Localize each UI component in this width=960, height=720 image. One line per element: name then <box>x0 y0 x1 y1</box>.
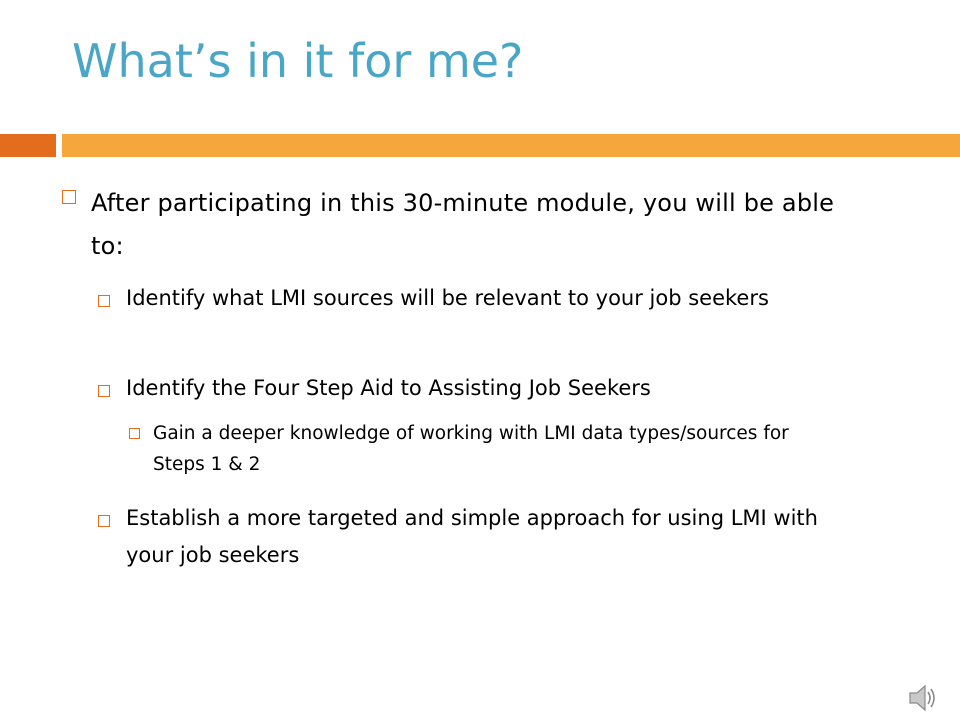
bullet-item3-text: Establish a more targeted and simple approach for using LMI with your job seekers <box>126 506 818 567</box>
bullet-item2-sub1-text: Gain a deeper knowledge of working with LMI data types/sources for Steps 1 & 2 <box>153 423 789 475</box>
bullet-intro-text: After participating in this 30-minute module, you will be able to: <box>91 189 835 260</box>
bullet-item2-text: Identify the Four Step Aid to Assisting Job Seekers <box>126 376 651 400</box>
bullet-item1-text: Identify what LMI sources will be relevant to your job seekers <box>126 286 769 310</box>
speaker-icon[interactable] <box>908 683 940 713</box>
hollow-square-bullet-icon <box>98 295 110 307</box>
slide-title: What’s in it for me? <box>72 34 524 88</box>
hollow-square-bullet-icon <box>98 385 110 397</box>
hollow-square-bullet-icon <box>129 428 140 439</box>
hollow-square-bullet-icon <box>62 190 76 204</box>
hollow-square-bullet-icon <box>98 515 110 527</box>
